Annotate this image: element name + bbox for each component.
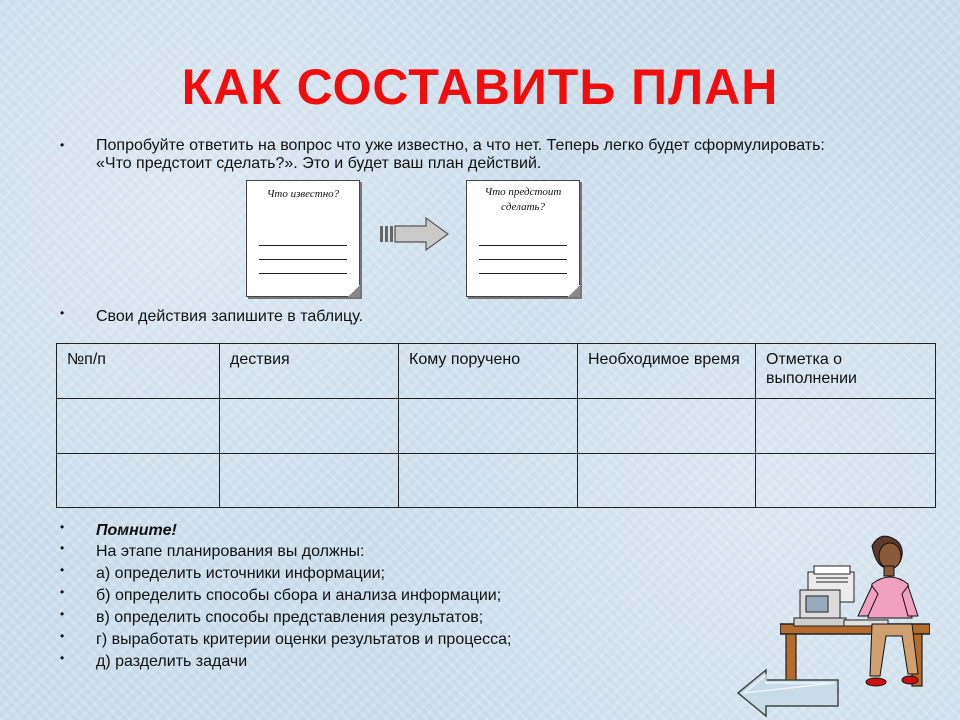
- slide-title: КАК СОСТАВИТЬ ПЛАН: [181, 59, 779, 115]
- woman-at-computer-clipart: [780, 520, 930, 690]
- table-cell: [756, 399, 936, 454]
- table-header-row: [57, 344, 936, 399]
- plan-table: [56, 343, 936, 508]
- list-item: а) определить источники информации;: [96, 565, 386, 582]
- remember-text: Помните!: [96, 522, 177, 539]
- bullet-dot: •: [60, 607, 65, 621]
- list-item: г) выработать критерии оценки результатов и процесса;: [96, 631, 512, 648]
- doc-todo: [466, 180, 580, 297]
- table-intro-text: Свои действия запишите в таблицу.: [96, 308, 364, 325]
- table-header-cell: дествия: [220, 344, 399, 399]
- list-item: На этапе планирования вы должны:: [96, 543, 365, 560]
- table-cell: [220, 454, 399, 508]
- table-header-cell: Необходимое время: [578, 344, 756, 399]
- bullet-dot: •: [60, 651, 65, 665]
- table-cell: [399, 399, 578, 454]
- table-cell: [578, 399, 756, 454]
- list-item: в) определить способы представления результатов;: [96, 609, 484, 626]
- back-arrow-icon[interactable]: [736, 668, 840, 718]
- bullet-dot: •: [60, 306, 65, 320]
- doc-todo-title: Что предстоит сделать?: [484, 186, 562, 213]
- doc-known: [246, 180, 360, 297]
- list-item: д) разделить задачи: [96, 653, 248, 670]
- table-cell: [57, 454, 220, 508]
- bullet-dot: •: [60, 520, 65, 534]
- table-cell: [756, 454, 936, 508]
- doc-known-title: Что известно?: [266, 188, 340, 200]
- table-cell: [578, 454, 756, 508]
- bullet-dot: •: [60, 585, 65, 599]
- table-header-cell: Отметка о выполнении: [756, 344, 936, 399]
- bullet-dot: •: [60, 629, 65, 643]
- intro-text: Попробуйте ответить на вопрос что уже известно, а что нет. Теперь легко будет сформулировать: «Что предстоит сделать?». Это и будет ваш план действий.: [96, 137, 825, 172]
- arrow-right-icon: [380, 215, 450, 253]
- bullet-dot: •: [60, 541, 65, 555]
- table-row: [57, 399, 936, 454]
- bullet-dot: •: [60, 563, 65, 577]
- list-item: б) определить способы сбора и анализа информации;: [96, 587, 502, 604]
- table-row: [57, 454, 936, 508]
- table-header-cell: №п/п: [57, 344, 220, 399]
- bullet-dot: •: [60, 138, 65, 152]
- table-cell: [399, 454, 578, 508]
- table-cell: [220, 399, 399, 454]
- table-header-cell: Кому поручено: [399, 344, 578, 399]
- table-cell: [57, 399, 220, 454]
